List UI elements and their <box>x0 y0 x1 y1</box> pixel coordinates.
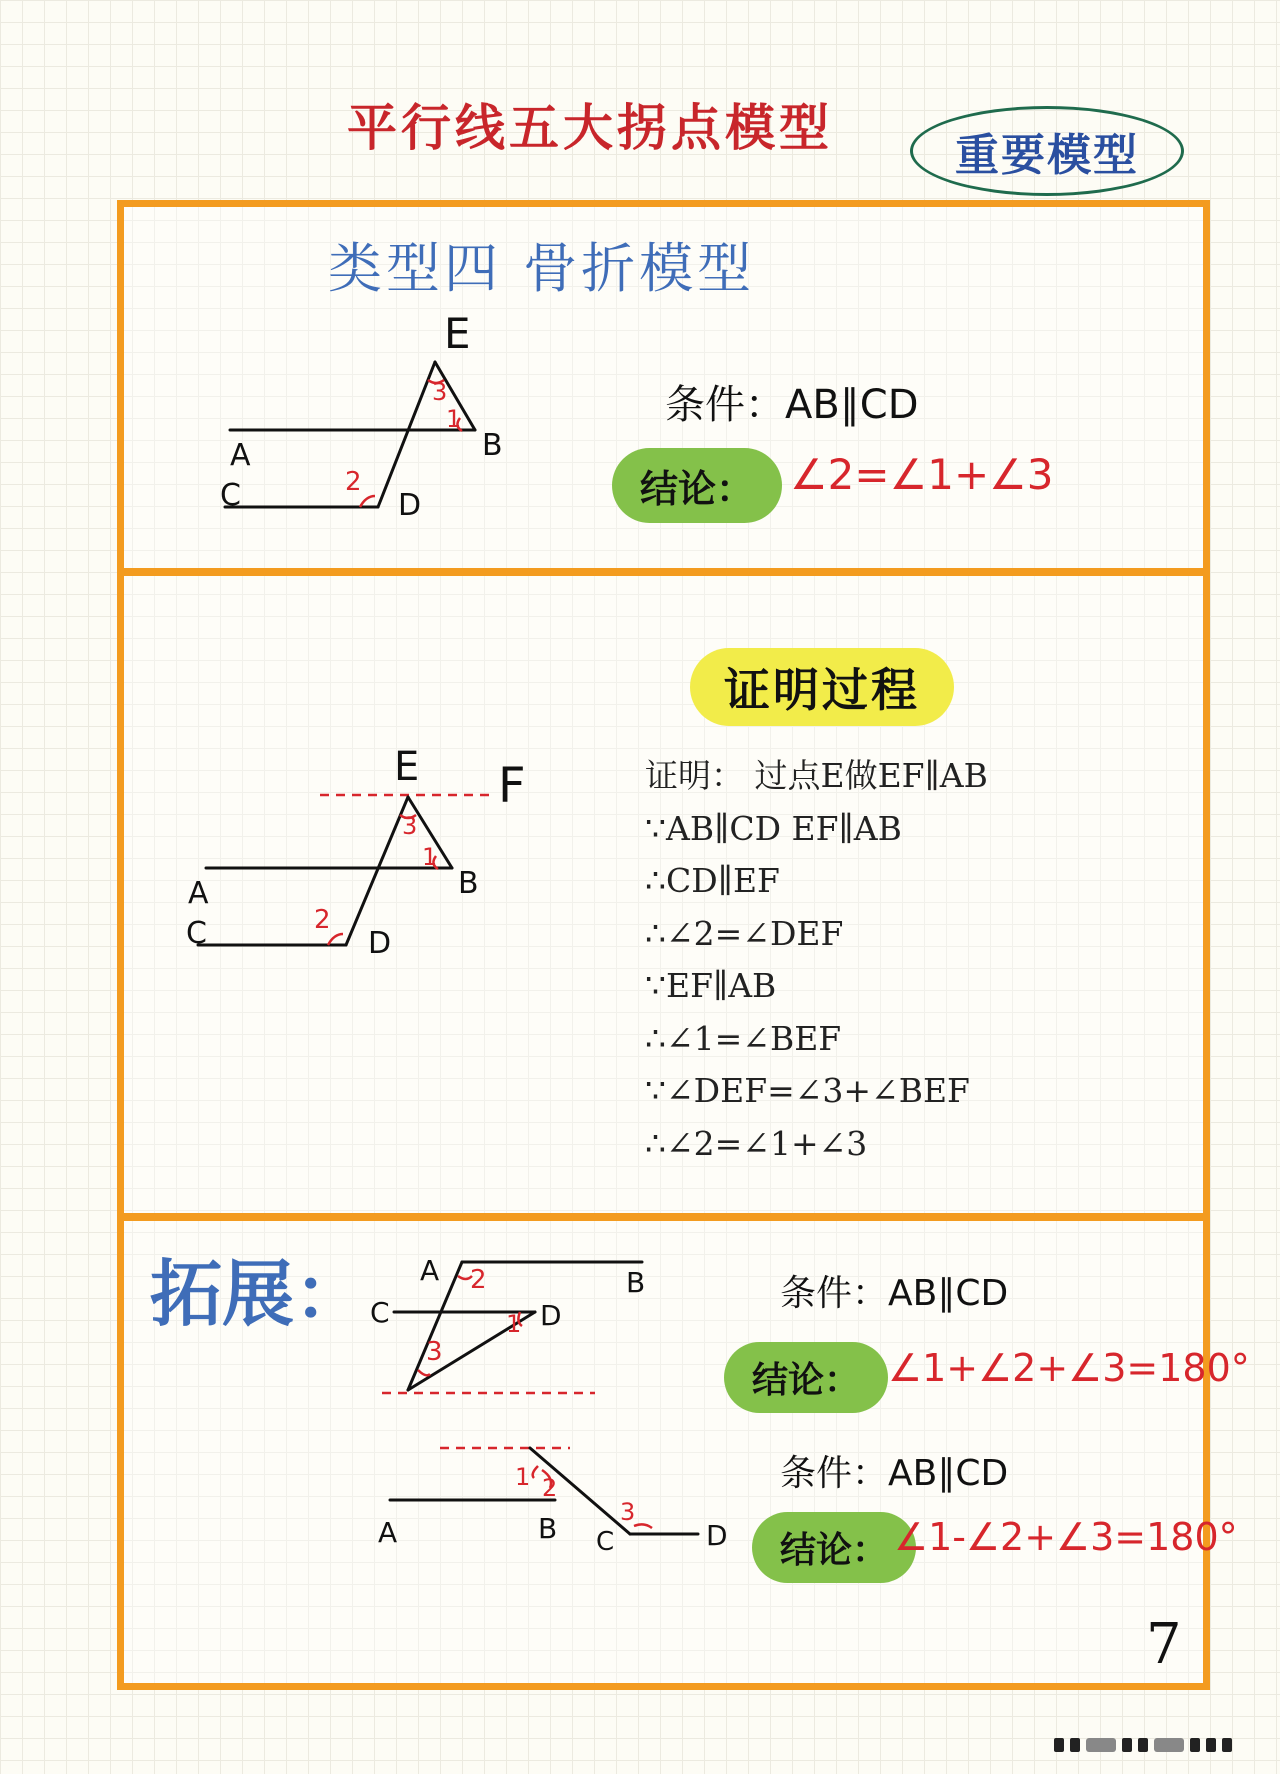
page-number: 7 <box>1146 1612 1182 1677</box>
label-a: A <box>230 438 251 473</box>
proof-line: ∴∠2=∠1+∠3 <box>645 1123 868 1163</box>
angle-label-3: 3 <box>432 378 448 406</box>
label-a: A <box>188 876 209 911</box>
toolbar-icon <box>1206 1738 1216 1752</box>
angle-label-2: 2 <box>314 905 331 935</box>
label-c: C <box>370 1296 390 1329</box>
angle-label-2: 2 <box>470 1265 487 1295</box>
angle-label-1: 1 <box>446 405 462 433</box>
label-d: D <box>398 488 422 523</box>
label-d: D <box>540 1299 562 1332</box>
conclusion-value: ∠2=∠1+∠3 <box>790 450 1054 499</box>
angle-label-3: 3 <box>402 812 418 840</box>
label-e: E <box>394 744 420 790</box>
diagram-proof <box>180 740 540 960</box>
toolbar-icon <box>1154 1738 1184 1752</box>
label-a: A <box>420 1254 440 1287</box>
diagram-extension-2 <box>370 1430 730 1560</box>
angle-label-3: 3 <box>426 1337 443 1367</box>
label-b: B <box>458 866 479 901</box>
label-c: C <box>596 1527 615 1557</box>
proof-line: ∴∠1=∠BEF <box>645 1018 842 1058</box>
proof-line: ∵EF∥AB <box>645 966 777 1005</box>
label-a: A <box>378 1516 398 1549</box>
extension-1-condition: 条件：AB∥CD <box>780 1273 1009 1314</box>
proof-line: 证明： 过点E做EF∥AB <box>645 756 988 795</box>
toolbar-icon <box>1222 1738 1232 1752</box>
proof-line: ∵∠DEF=∠3+∠BEF <box>645 1071 970 1110</box>
label-d: D <box>706 1519 728 1552</box>
important-badge: 重要模型 <box>910 106 1184 196</box>
proof-line: ∵AB∥CD EF∥AB <box>645 808 902 848</box>
viewer-toolbar <box>1052 1734 1242 1756</box>
toolbar-icon <box>1054 1738 1064 1752</box>
toolbar-icon <box>1070 1738 1080 1752</box>
label-b: B <box>626 1266 646 1299</box>
proof-line: ∴CD∥EF <box>645 861 780 900</box>
proof-line: ∴∠2=∠DEF <box>645 913 844 953</box>
toolbar-icon <box>1138 1738 1148 1752</box>
toolbar-icon <box>1122 1738 1132 1752</box>
condition-text: 条件：AB∥CD <box>665 382 919 428</box>
label-d: D <box>368 926 392 960</box>
label-f: F <box>498 758 526 814</box>
angle-label-1: 1 <box>515 1463 531 1491</box>
proof-title: 证明过程 <box>690 648 954 726</box>
diagram-bone-model <box>200 310 530 530</box>
diagram-extension-1 <box>370 1250 670 1410</box>
toolbar-icon <box>1086 1738 1116 1752</box>
extension-1-conclusion-label: 结论： <box>724 1342 888 1413</box>
angle-label-1: 1 <box>506 1310 522 1338</box>
extension-2-conclusion-value: ∠1-∠2+∠3=180° <box>894 1515 1238 1559</box>
label-c: C <box>186 916 207 951</box>
toolbar-icon <box>1190 1738 1200 1752</box>
extension-2-conclusion-label: 结论： <box>752 1512 916 1583</box>
angle-label-1: 1 <box>422 843 438 871</box>
extension-2-condition: 条件：AB∥CD <box>780 1453 1009 1494</box>
label-b: B <box>538 1512 558 1545</box>
label-c: C <box>220 478 241 513</box>
label-b: B <box>482 428 503 463</box>
angle-label-2: 2 <box>345 467 362 497</box>
label-e: E <box>444 310 471 358</box>
page-title: 平行线五大拐点模型 <box>347 98 833 157</box>
angle-label-2: 2 <box>542 1474 558 1502</box>
angle-label-3: 3 <box>620 1498 636 1526</box>
conclusion-label: 结论： <box>612 448 782 523</box>
proof-steps <box>645 750 988 1170</box>
extension-1-conclusion-value: ∠1+∠2+∠3=180° <box>888 1346 1250 1390</box>
extension-label: 拓展： <box>150 1251 367 1336</box>
section-title-type-four: 类型四 骨折模型 <box>328 237 756 300</box>
